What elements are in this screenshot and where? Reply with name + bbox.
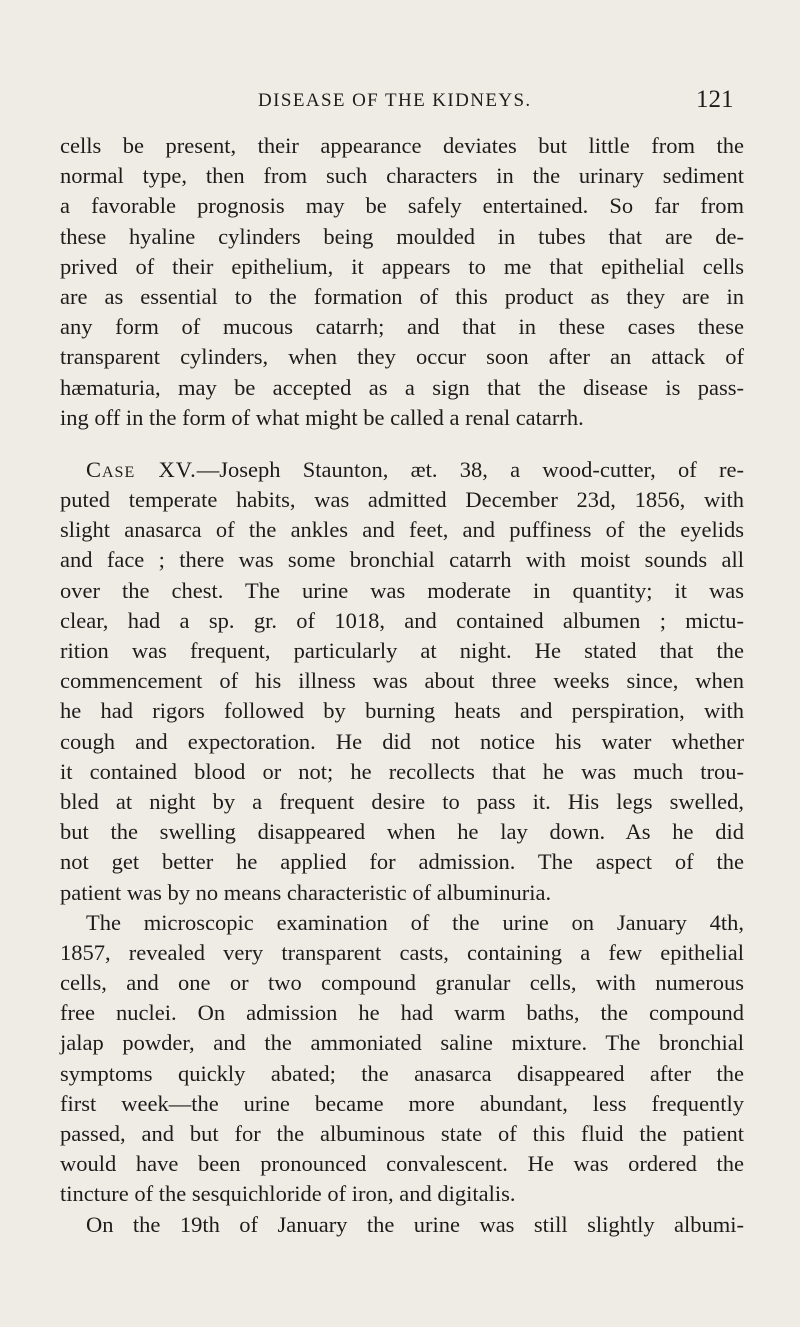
text-line: cells, and one or two compound granular cells, with numerous — [60, 970, 744, 996]
case-label: Case XV. — [86, 456, 197, 482]
text-line-rest: —Joseph Staunton, æt. 38, a wood-cutter, of re- — [196, 456, 744, 482]
text-line: hæmaturia, may be accepted as a sign that the disease is pass- — [60, 374, 744, 400]
text-line: these hyaline cylinders being moulded in tubes that are de- — [60, 223, 744, 249]
text-line: The microscopic examination of the urine on January 4th, — [86, 909, 744, 935]
text-line: clear, had a sp. gr. of 1018, and contained albumen ; mictu- — [60, 607, 744, 633]
text-line: 1857, revealed very transparent casts, containing a few epithelial — [60, 939, 744, 965]
text-line: rition was frequent, particularly at night. He stated that the — [60, 638, 744, 663]
text-line: prived of their epithelium, it appears to me that epithelial cells — [60, 253, 744, 279]
text-line: symptoms quickly abated; the anasarca disappeared after the — [60, 1060, 744, 1086]
text-line: transparent cylinders, when they occur soon after an attack of — [60, 344, 744, 370]
text-line: and face ; there was some bronchial catarrh with moist sounds all — [60, 547, 744, 573]
text-line: it contained blood or not; he recollects that he was much trou- — [60, 758, 744, 784]
text-line: commencement of his illness was about three weeks since, when — [60, 668, 744, 694]
body-text — [60, 131, 744, 1240]
paragraph — [60, 131, 744, 433]
text-line: normal type, then from such characters in the urinary sediment — [60, 163, 744, 189]
text-line: are as essential to the formation of this product as they are in — [60, 283, 744, 309]
text-line: cells be present, their appearance deviates but little from the — [60, 133, 744, 158]
text-line: he had rigors followed by burning heats and perspiration, with — [60, 698, 744, 724]
paragraph — [60, 455, 744, 908]
text-line: slight anasarca of the ankles and feet, and puffiness of the eyelids — [60, 517, 744, 543]
text-line: a favorable prognosis may be safely entertained. So far from — [60, 193, 744, 219]
text-line: passed, and but for the albuminous state of this fluid the patient — [60, 1121, 744, 1146]
running-head: DISEASE OF THE KIDNEYS. — [258, 90, 532, 111]
text-line: but the swelling disappeared when he lay down. As he did — [60, 819, 744, 845]
text-line — [60, 455, 744, 485]
text-line: jalap powder, and the ammoniated saline mixture. The bronchial — [60, 1030, 744, 1056]
text-line: bled at night by a frequent desire to pass it. His legs swelled, — [60, 788, 744, 814]
text-line: cough and expectoration. He did not notice his water whether — [60, 728, 744, 754]
text-line: On the 19th of January the urine was still slightly albumi- — [86, 1211, 744, 1237]
text-line: any form of mucous catarrh; and that in these cases these — [60, 314, 744, 340]
text-line: ing off in the form of what might be called a renal catarrh. — [60, 404, 584, 430]
text-line: first week—the urine became more abundant, less frequently — [60, 1090, 744, 1116]
paragraph — [60, 1210, 744, 1240]
text-line: free nuclei. On admission he had warm baths, the compound — [60, 1000, 744, 1026]
text-line: not get better he applied for admission. The aspect of the — [60, 849, 744, 875]
text-line: would have been pronounced convalescent. He was ordered the — [60, 1151, 744, 1177]
paragraph — [60, 908, 744, 1210]
text-line: over the chest. The urine was moderate in quantity; it was — [60, 577, 744, 603]
text-line: patient was by no means characteristic of albuminuria. — [60, 879, 552, 905]
paragraph-gap — [60, 433, 744, 455]
text-line: puted temperate habits, was admitted December 23d, 1856, with — [60, 487, 744, 513]
text-line: tincture of the sesquichloride of iron, and digitalis. — [60, 1181, 516, 1207]
page-number: 121 — [696, 86, 734, 113]
